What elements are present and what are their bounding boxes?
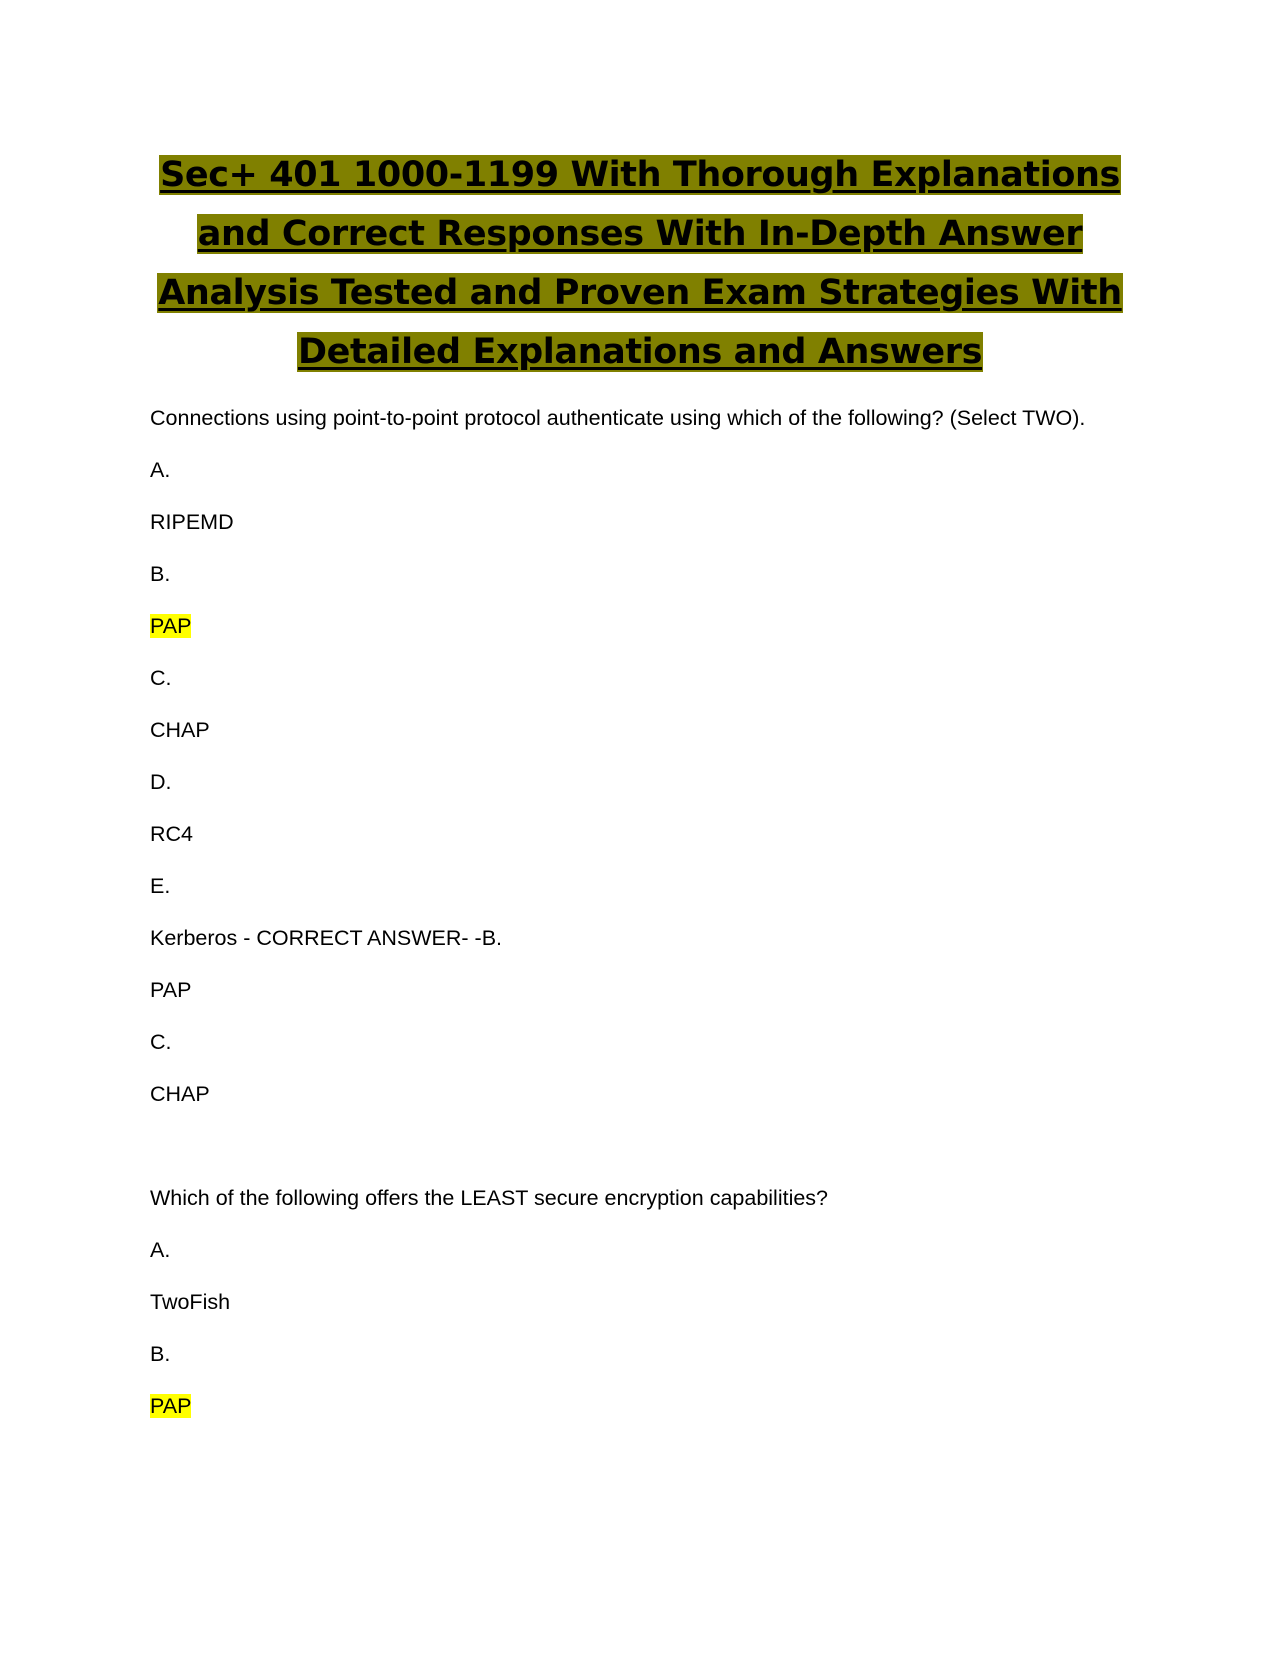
option-letter: A. xyxy=(150,1238,171,1262)
option-text-with-answer: Kerberos - CORRECT ANSWER- -B. xyxy=(150,926,503,950)
option-text-highlighted xyxy=(150,1389,1090,1424)
document-title-text: Sec+ 401 1000-1199 With Thorough Explanations and Correct Responses With In-Depth Answer Analysis Tested and Proven Exam Strategies With Detailed Explanations and Answers xyxy=(158,155,1122,372)
document-body xyxy=(150,401,1090,1441)
question-spacer xyxy=(150,1129,1090,1181)
answer-text: PAP xyxy=(150,978,192,1002)
option-text: RC4 xyxy=(150,822,194,846)
answer-text: CHAP xyxy=(150,1082,210,1106)
option-text: TwoFish xyxy=(150,1290,231,1314)
option-letter: A. xyxy=(150,458,171,482)
option-letter: D. xyxy=(150,770,172,794)
option-letter: B. xyxy=(150,1342,171,1366)
question-text: Connections using point-to-point protocol authenticate using which of the following? (Select TWO). xyxy=(150,406,1086,430)
option-text-highlighted xyxy=(150,609,1090,644)
option-text: RIPEMD xyxy=(150,510,234,534)
option-letter: E. xyxy=(150,874,171,898)
option-letter: B. xyxy=(150,562,171,586)
option-text: CHAP xyxy=(150,718,210,742)
question-text: Which of the following offers the LEAST secure encryption capabilities? xyxy=(150,1186,829,1210)
answer-letter: C. xyxy=(150,1030,172,1054)
document-title xyxy=(150,146,1130,382)
highlighted-answer: PAP xyxy=(150,614,192,638)
highlighted-answer: PAP xyxy=(150,1394,192,1418)
option-letter: C. xyxy=(150,666,172,690)
